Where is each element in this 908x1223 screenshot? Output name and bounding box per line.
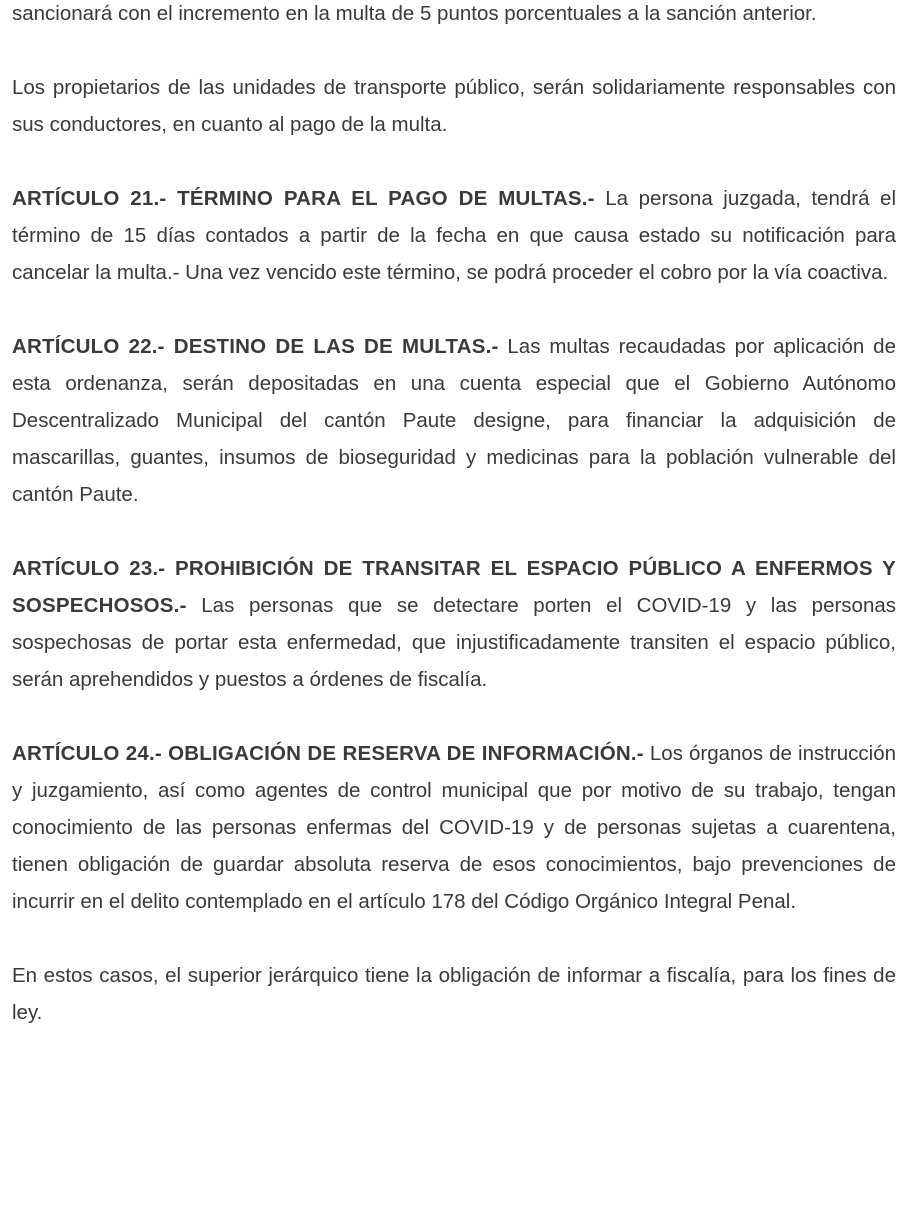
paragraph-superior: [12, 957, 896, 1031]
article-text: La persona juzgada, tendrá el término de 15 días contados a partir de la fecha en que causa estado su notificación para cancelar la multa.- Una vez vencido este término, se podrá proceder el cobro por la vía coactiva.: [12, 187, 896, 284]
document-page: [12, 0, 896, 1223]
article-text: Las multas recaudadas por aplicación de esta ordenanza, serán depositadas en una cuenta especial que el Gobierno Autónomo Descentralizado Municipal del cantón Paute designe, para financiar la adquisición de mascarillas, guantes, insumos de bioseguridad y medicinas para la población vulnerable del cantón Paute.: [12, 335, 896, 506]
article-23: [12, 550, 896, 698]
article-24: [12, 735, 896, 920]
paragraph-text: sancionará con el incremento en la multa de 5 puntos porcentuales a la sanción anterior.: [12, 2, 817, 25]
paragraph-propietarios: [12, 69, 896, 143]
paragraph-text: Los propietarios de las unidades de transporte público, serán solidariamente responsables con sus conductores, en cuanto al pago de la multa.: [12, 76, 896, 136]
article-heading: ARTÍCULO 21.- TÉRMINO PARA EL PAGO DE MULTAS.-: [12, 187, 595, 210]
article-21: [12, 180, 896, 291]
article-text: Los órganos de instrucción y juzgamiento, así como agentes de control municipal que por motivo de su trabajo, tengan conocimiento de las personas enfermas del COVID-19 y de personas sujetas a cuarentena, tienen obligación de guardar absoluta reserva de esos conocimientos, bajo prevenciones de incurrir en el delito contemplado en el artículo 178 del Código Orgánico Integral Penal.: [12, 742, 897, 913]
article-heading: ARTÍCULO 24.- OBLIGACIÓN DE RESERVA DE INFORMACIÓN.-: [12, 742, 644, 765]
article-text: Las personas que se detectare porten el COVID-19 y las personas sospechosas de portar esta enfermedad, que injustificadamente transiten el espacio público, serán aprehendidos y puestos a órdenes de fiscalía.: [12, 594, 897, 691]
article-heading: ARTÍCULO 22.- DESTINO DE LAS DE MULTAS.-: [12, 335, 499, 358]
paragraph-text: En estos casos, el superior jerárquico tiene la obligación de informar a fiscalía, para los fines de ley.: [12, 964, 896, 1024]
article-22: [12, 328, 896, 513]
paragraph-sancion: [12, 0, 896, 32]
article-heading: ARTÍCULO 23.- PROHIBICIÓN DE TRANSITAR EL ESPACIO PÚBLICO A ENFERMOS Y SOSPECHOSOS.-: [12, 557, 896, 617]
